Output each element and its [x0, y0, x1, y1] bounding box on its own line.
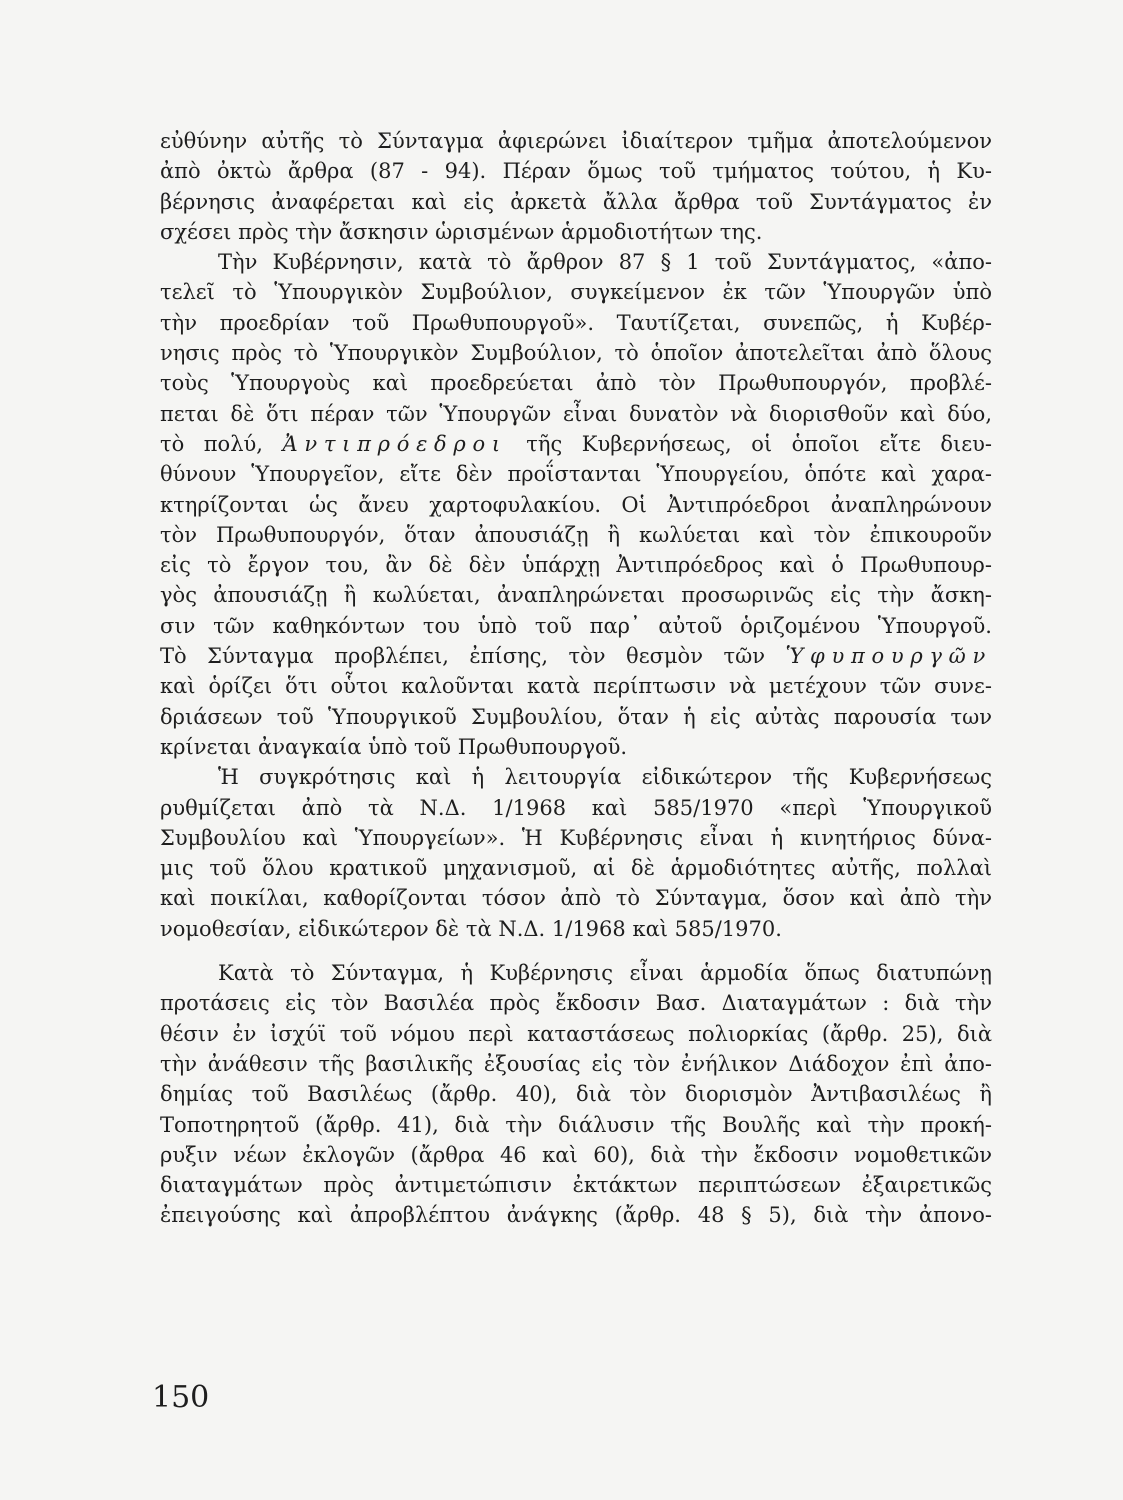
text-line-start: Τὸ Σύνταγμα προβλέπει, ἐπίσης, τὸν θεσμὸν τῶν	[160, 644, 786, 669]
text-line: σιν τῶν καθηκόντων του ὑπὸ τοῦ παρ᾿ αὐτοῦ ὁριζομένου Ὑπουργοῦ.	[160, 613, 992, 638]
text-line: Συμβουλίου καὶ Ὑπουργείων». Ἡ Κυβέρνησις εἶναι ἡ κινητήριος δύνα-	[160, 825, 992, 850]
text-line: βέρνησις ἀναφέρεται καὶ εἰς ἀρκετὰ ἄλλα ἄρθρα τοῦ Συντάγματος ἐν	[160, 189, 992, 214]
spaced-term-antiproedroi: Ἀντιπρόεδροι	[282, 431, 507, 456]
text-line: καὶ ὁρίζει ὅτι οὗτοι καλοῦνται κατὰ περίπτωσιν νὰ μετέχουν τῶν συνε-	[160, 674, 992, 699]
text-line: τοὺς Ὑπουργοὺς καὶ προεδρεύεται ἀπὸ τὸν Πρωθυπουργόν, προβλέ-	[160, 371, 992, 396]
text-line: καὶ ποικίλαι, καθορίζονται τόσον ἀπὸ τὸ Σύνταγμα, ὅσον καὶ ἀπὸ τὴν	[160, 886, 992, 911]
text-line: ρυξιν νέων ἐκλογῶν (ἄρθρα 46 καὶ 60), διὰ τὴν ἔκδοσιν νομοθετικῶν	[160, 1142, 992, 1167]
text-line: νομοθεσίαν, εἰδικώτερον δὲ τὰ Ν.Δ. 1/1968 καὶ 585/1970.	[160, 916, 782, 941]
text-line: τὸν Πρωθυπουργόν, ὅταν ἀπουσιάζῃ ἢ κωλύεται καὶ τὸν ἐπικουροῦν	[160, 522, 992, 547]
text-line: σχέσει πρὸς τὴν ἄσκησιν ὡρισμένων ἁρμοδιοτήτων της.	[160, 219, 763, 244]
text-line: πεται δὲ ὅτι πέραν τῶν Ὑπουργῶν εἶναι δυνατὸν νὰ διορισθοῦν καὶ δύο,	[160, 401, 992, 426]
text-line: τὴν ἀνάθεσιν τῆς βασιλικῆς ἐξουσίας εἰς τὸν ἐνήλικον Διάδοχον ἐπὶ ἀπο-	[160, 1051, 992, 1076]
text-line: δριάσεων τοῦ Ὑπουργικοῦ Συμβουλίου, ὅταν ἡ εἰς αὐτὰς παρουσία των	[160, 704, 992, 729]
text-line: προτάσεις εἰς τὸν Βασιλέα πρὸς ἔκδοσιν Βασ. Διαταγμάτων : διὰ τὴν	[160, 991, 992, 1016]
spaced-term-yfypourgon: Ὑφυπουργῶν	[785, 644, 992, 669]
text-line: Ἡ συγκρότησις καὶ ἡ λειτουργία εἰδικώτερον τῆς Κυβερνήσεως	[218, 765, 992, 790]
text-line: κρίνεται ἀναγκαία ὑπὸ τοῦ Πρωθυπουργοῦ.	[160, 734, 628, 759]
body-text	[160, 126, 992, 1231]
text-line: ρυθμίζεται ἀπὸ τὰ Ν.Δ. 1/1968 καὶ 585/1970 «περὶ Ὑπουργικοῦ	[160, 795, 992, 820]
text-line: γὸς ἀπουσιάζῃ ἢ κωλύεται, ἀναπληρώνεται προσωρινῶς εἰς τὴν ἄσκη-	[160, 583, 992, 608]
text-line	[160, 641, 992, 671]
text-line: τὴν προεδρίαν τοῦ Πρωθυπουργοῦ». Ταυτίζεται, συνεπῶς, ἡ Κυβέρ-	[160, 310, 992, 335]
text-line: εἰς τὸ ἔργον του, ἂν δὲ δὲν ὑπάρχῃ Ἀντιπρόεδρος καὶ ὁ Πρωθυπουρ-	[160, 553, 992, 578]
text-line: ἀπὸ ὀκτὼ ἄρθρα (87 - 94). Πέραν ὅμως τοῦ τμήματος τούτου, ἡ Κυ-	[160, 159, 992, 184]
page-number: 150	[152, 1380, 210, 1415]
text-line-end: τῆς Κυβερνήσεως, οἱ ὁποῖοι εἴτε διευ-	[506, 431, 992, 456]
text-line: Τοποτηρητοῦ (ἄρθρ. 41), διὰ τὴν διάλυσιν τῆς Βουλῆς καὶ τὴν προκή-	[160, 1112, 992, 1137]
text-line: κτηρίζονται ὡς ἄνευ χαρτοφυλακίου. Οἱ Ἀντιπρόεδροι ἀναπληρώνουν	[160, 492, 992, 517]
text-line: Τὴν Κυβέρνησιν, κατὰ τὸ ἄρθρον 87 § 1 τοῦ Συντάγματος, «ἀπο-	[218, 250, 992, 275]
text-line: εὐθύνην αὐτῆς τὸ Σύνταγμα ἀφιερώνει ἰδιαίτερον τμῆμα ἀποτελούμενον	[160, 129, 992, 153]
text-line: διαταγμάτων πρὸς ἀντιμετώπισιν ἐκτάκτων περιπτώσεων ἐξαιρετικῶς	[160, 1173, 992, 1198]
text-line-start: τὸ πολύ,	[160, 431, 283, 456]
paragraph-gap	[160, 944, 992, 958]
text-line: θύνουν Ὑπουργεῖον, εἴτε δὲν προΐστανται Ὑπουργείου, ὁπότε καὶ χαρα-	[160, 462, 992, 487]
text-line: τελεῖ τὸ Ὑπουργικὸν Συμβούλιον, συγκείμενον ἐκ τῶν Ὑπουργῶν ὑπὸ	[160, 280, 992, 305]
text-line: νησις πρὸς τὸ Ὑπουργικὸν Συμβούλιον, τὸ ὁποῖον ἀποτελεῖται ἀπὸ ὅλους	[160, 341, 992, 366]
text-line: δημίας τοῦ Βασιλέως (ἄρθρ. 40), διὰ τὸν διορισμὸν Ἀντιβασιλέως ἢ	[160, 1082, 992, 1107]
text-line: Κατὰ τὸ Σύνταγμα, ἡ Κυβέρνησις εἶναι ἁρμοδία ὅπως διατυπώνῃ	[218, 961, 992, 986]
text-line: μις τοῦ ὅλου κρατικοῦ μηχανισμοῦ, αἱ δὲ ἁρμοδιότητες αὐτῆς, πολλαὶ	[160, 856, 992, 881]
text-line: θέσιν ἐν ἰσχύϊ τοῦ νόμου περὶ καταστάσεως πολιορκίας (ἄρθρ. 25), διὰ	[160, 1021, 992, 1046]
text-line: ἐπειγούσης καὶ ἀπροβλέπτου ἀνάγκης (ἄρθρ. 48 § 5), διὰ τὴν ἀπονο-	[160, 1203, 992, 1228]
text-line	[160, 429, 992, 459]
